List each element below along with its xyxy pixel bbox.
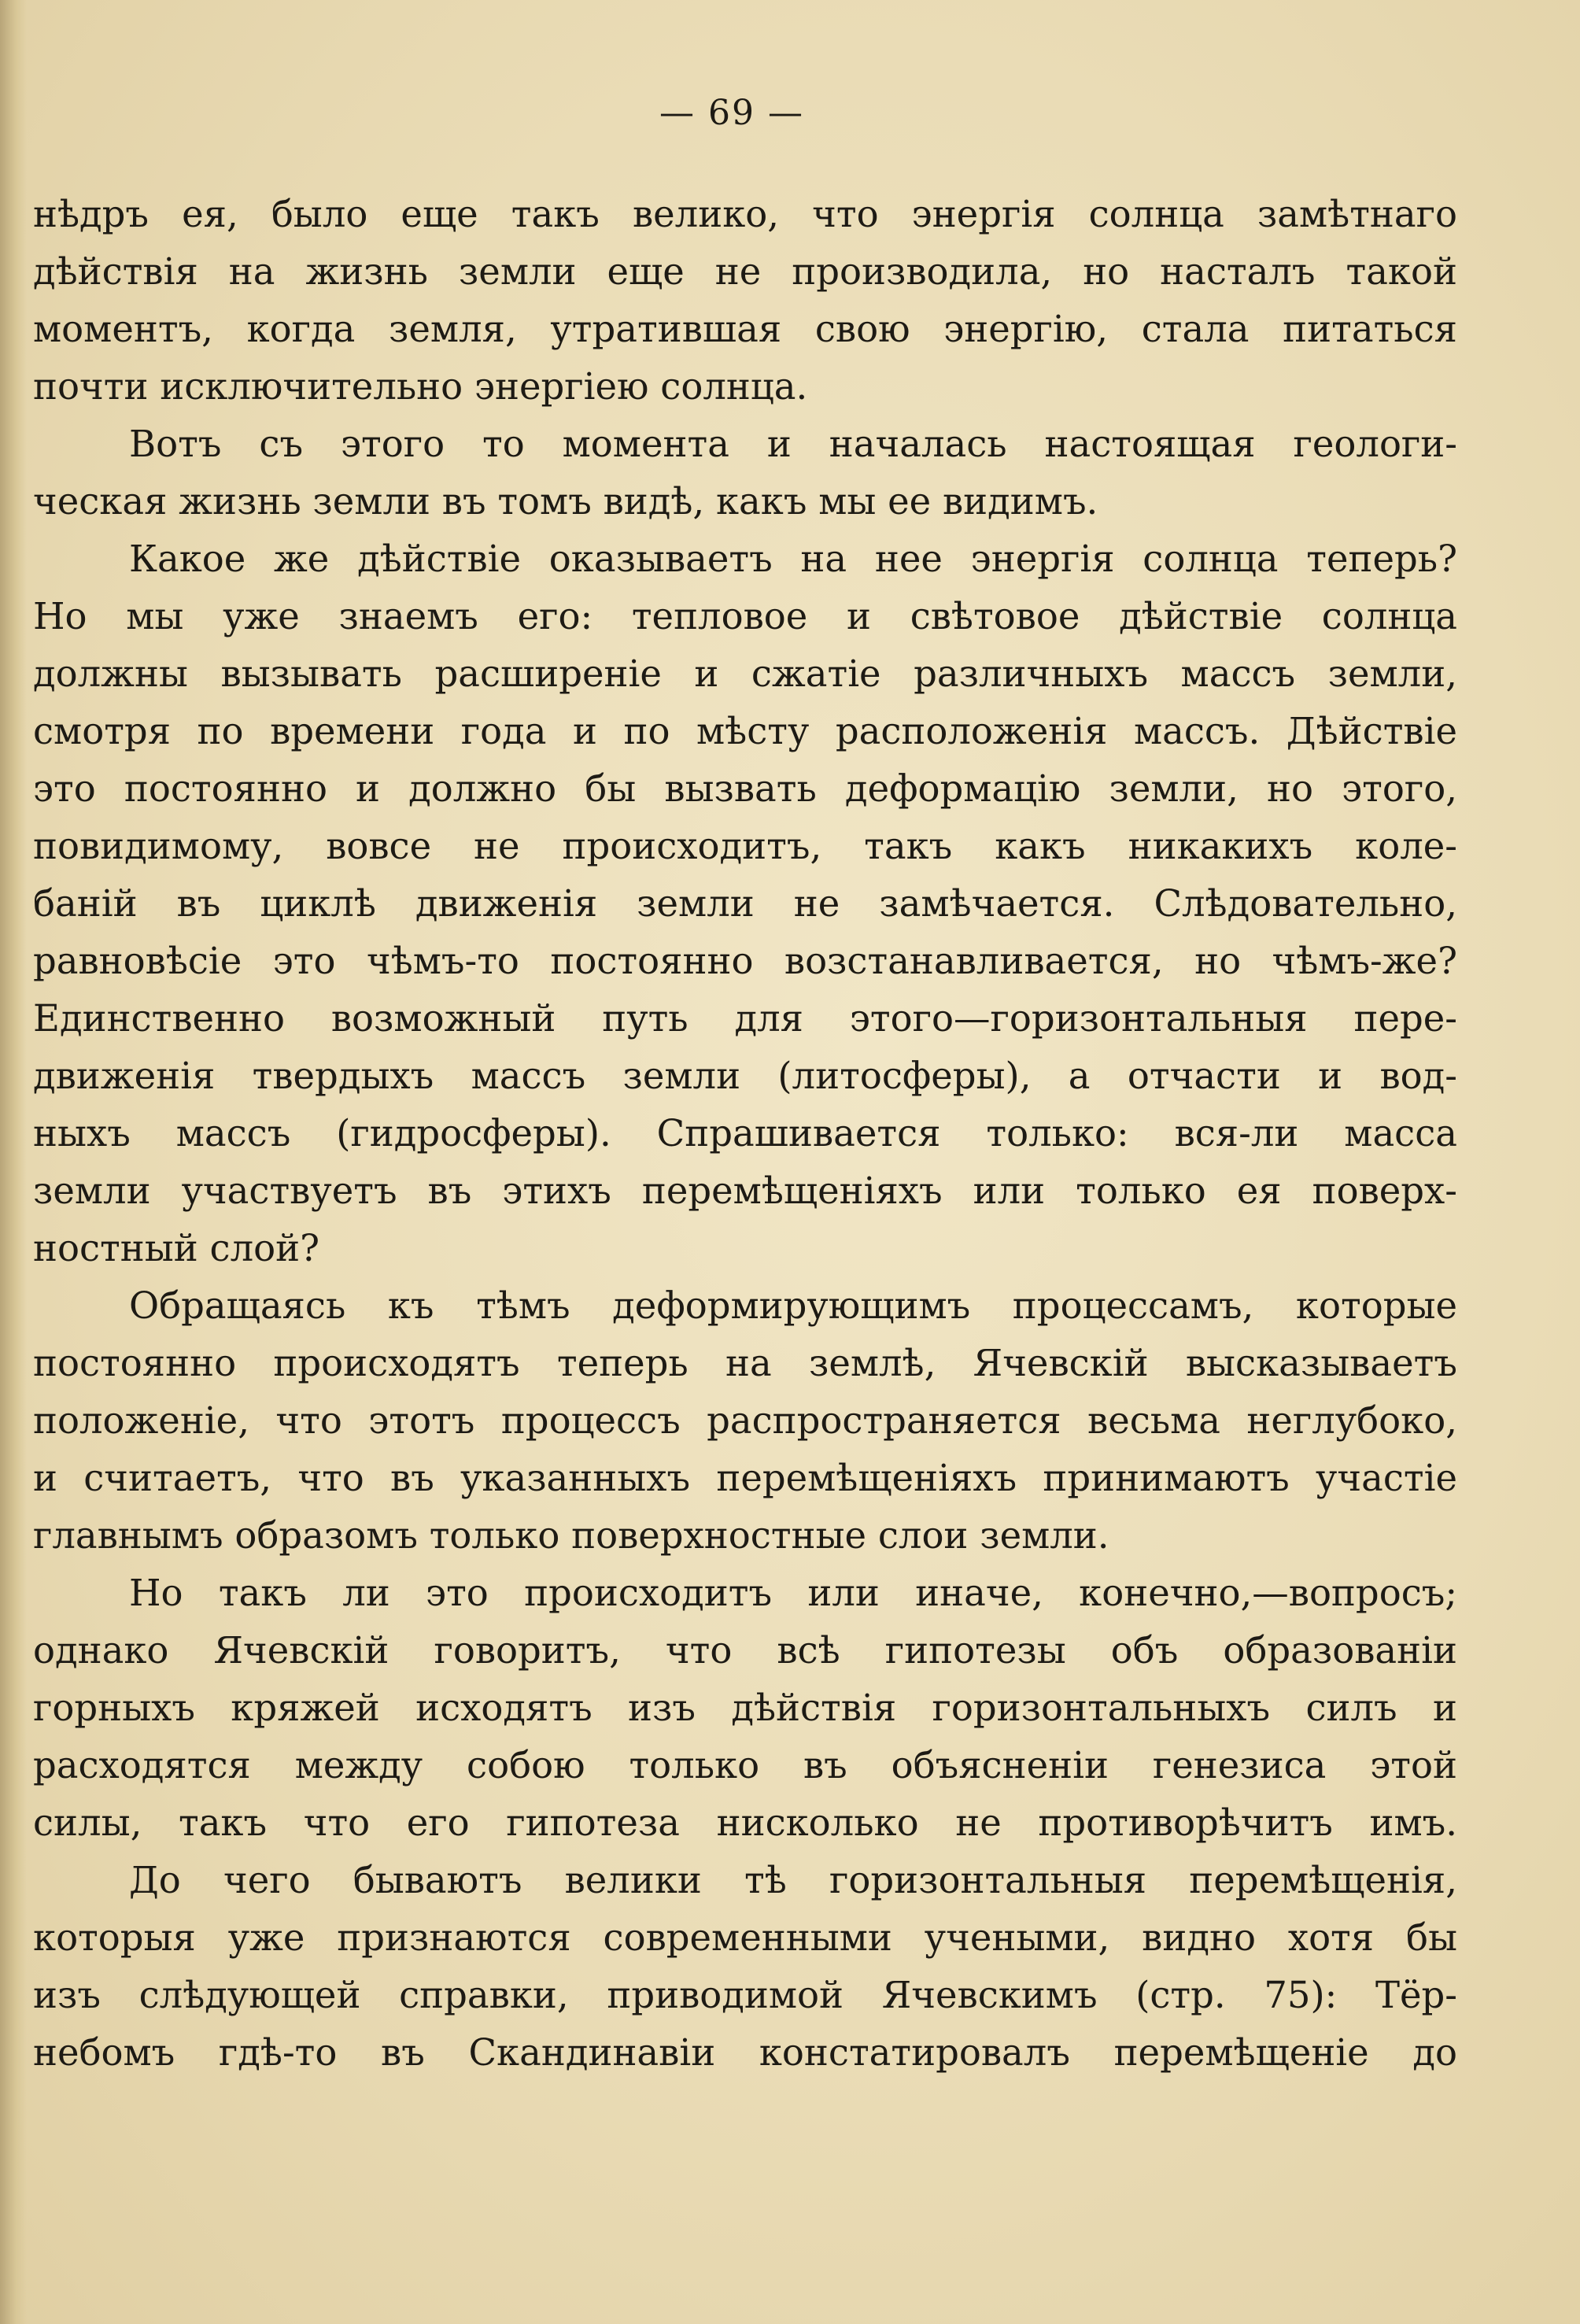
text-line: ностный слой? <box>33 1227 320 1269</box>
text-line: Вотъ съ этого то момента и началась настоящая геологи- <box>129 423 1457 465</box>
text-line: которыя уже признаются современными учеными, видно хотя бы <box>33 1916 1457 1959</box>
text-line: должны вызывать расширеніе и сжатіе различныхъ массъ земли, <box>33 652 1457 695</box>
text-line: повидимому, вовсе не происходитъ, такъ какъ никакихъ коле- <box>33 825 1457 867</box>
body-text <box>33 186 1457 2082</box>
text-line: и считаетъ, что въ указанныхъ перемѣщеніяхъ принимаютъ участіе <box>33 1457 1457 1499</box>
text-line: силы, такъ что его гипотеза нисколько не противорѣчитъ имъ. <box>33 1801 1457 1844</box>
text-line: До чего бываютъ велики тѣ горизонтальныя перемѣщенія, <box>129 1859 1457 1901</box>
text-line: моментъ, когда земля, утратившая свою энергію, стала питаться <box>33 308 1457 350</box>
text-line: Какое же дѣйствіе оказываетъ на нее энергія солнца теперь? <box>129 538 1457 580</box>
text-line: дѣйствія на жизнь земли еще не производила, но насталъ такой <box>33 250 1457 293</box>
text-line: земли участвуетъ въ этихъ перемѣщеніяхъ или только ея поверх- <box>33 1169 1457 1212</box>
text-line: смотря по времени года и по мѣсту расположенія массъ. Дѣйствіе <box>33 710 1457 752</box>
text-line: главнымъ образомъ только поверхностные слои земли. <box>33 1514 1109 1557</box>
text-line: расходятся между собою только въ объясненіи генезиса этой <box>33 1744 1457 1786</box>
text-line: Единственно возможный путь для этого—горизонтальныя пере- <box>33 997 1457 1040</box>
text-line: однако Ячевскій говоритъ, что всѣ гипотезы объ образованіи <box>33 1629 1457 1672</box>
text-line: баній въ циклѣ движенія земли не замѣчается. Слѣдовательно, <box>33 882 1457 925</box>
text-line: ческая жизнь земли въ томъ видѣ, какъ мы ее видимъ. <box>33 480 1098 523</box>
page-number: — 69 — <box>659 93 804 133</box>
text-line: изъ слѣдующей справки, приводимой Ячевскимъ (стр. 75): Тёр- <box>33 1974 1457 2016</box>
text-line: движенія твердыхъ массъ земли (литосферы), а отчасти и вод- <box>33 1055 1457 1097</box>
text-line: нѣдръ ея, было еще такъ велико, что энергія солнца замѣтнаго <box>33 193 1457 235</box>
text-line: Но такъ ли это происходитъ или иначе, конечно,—вопросъ; <box>129 1572 1457 1614</box>
text-line: небомъ гдѣ-то въ Скандинавіи констатировалъ перемѣщеніе до <box>33 2031 1457 2074</box>
text-line: это постоянно и должно бы вызвать деформацію земли, но этого, <box>33 767 1457 810</box>
text-line: постоянно происходятъ теперь на землѣ, Ячевскій высказываетъ <box>33 1342 1457 1384</box>
text-line: Но мы уже знаемъ его: тепловое и свѣтовое дѣйствіе солнца <box>33 595 1457 637</box>
text-line: ныхъ массъ (гидросферы). Спрашивается только: вся-ли масса <box>33 1112 1457 1155</box>
text-line: горныхъ кряжей исходятъ изъ дѣйствія горизонтальныхъ силъ и <box>33 1687 1457 1729</box>
text-line: Обращаясь къ тѣмъ деформирующимъ процессамъ, которые <box>129 1284 1457 1327</box>
text-line: положеніе, что этотъ процессъ распространяется весьма неглубоко, <box>33 1399 1457 1442</box>
page-left-edge-shadow <box>0 0 27 2324</box>
text-line: почти исключительно энергіею солнца. <box>33 365 808 408</box>
text-line: равновѣсіе это чѣмъ-то постоянно возстанавливается, но чѣмъ-же? <box>33 940 1457 982</box>
